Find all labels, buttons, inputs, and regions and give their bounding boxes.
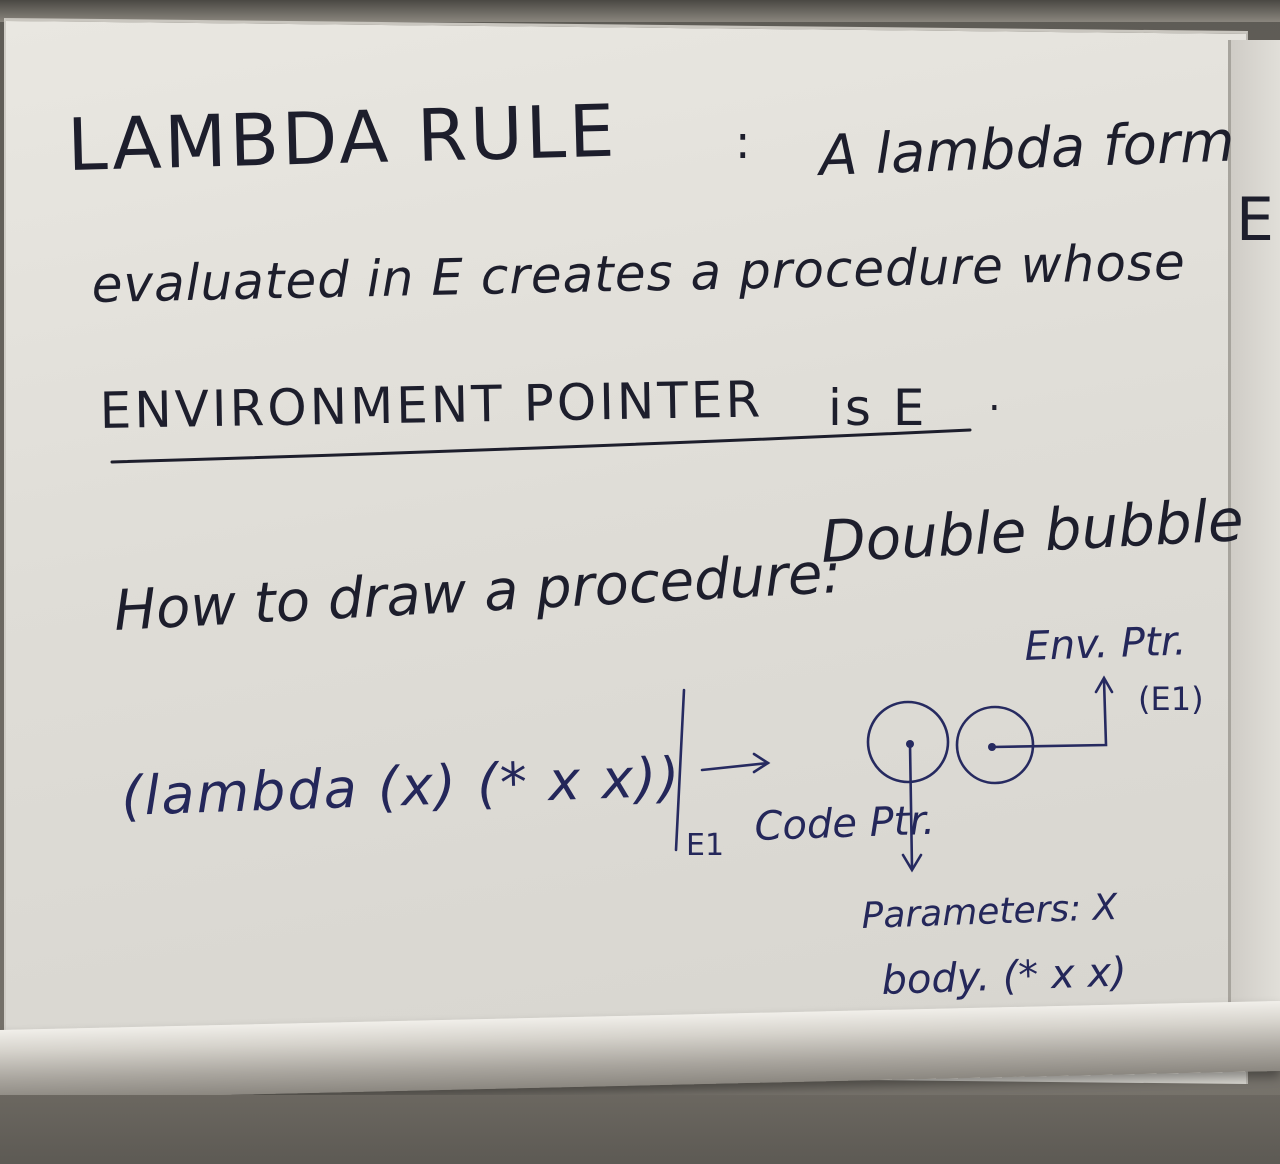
body-text: body. (* x x) <box>880 949 1128 1004</box>
double-bubble-text: Double bubble <box>819 485 1246 576</box>
lambda-expression: (lambda (x) (* x x)) <box>120 745 683 828</box>
parameters-text: Parameters: X <box>860 887 1119 937</box>
environment-pointer-text: ENVIRONMENT POINTER <box>99 370 764 440</box>
sentence-dot: . <box>988 374 1001 420</box>
evaluated-line: evaluated in E creates a procedure whose <box>91 233 1187 314</box>
env-pointer-arrow-shaft <box>992 680 1106 747</box>
env-ptr-target: (E1) <box>1138 680 1204 718</box>
title-colon: : <box>735 115 751 169</box>
how-to-draw-text: How to draw a procedure: <box>112 540 843 644</box>
env-ptr-label: Env. Ptr. <box>1023 618 1188 670</box>
code-ptr-label: Code Ptr. <box>753 797 936 850</box>
frame-e1-label: E1 <box>686 828 725 863</box>
edge-letter: E <box>1236 185 1274 255</box>
lambda-form-text: A lambda form <box>818 109 1236 189</box>
lambda-rule-title: LAMBDA RULE <box>66 88 619 187</box>
code-pointer-arrow-shaft <box>910 744 912 868</box>
is-e-text: is E <box>828 379 928 437</box>
